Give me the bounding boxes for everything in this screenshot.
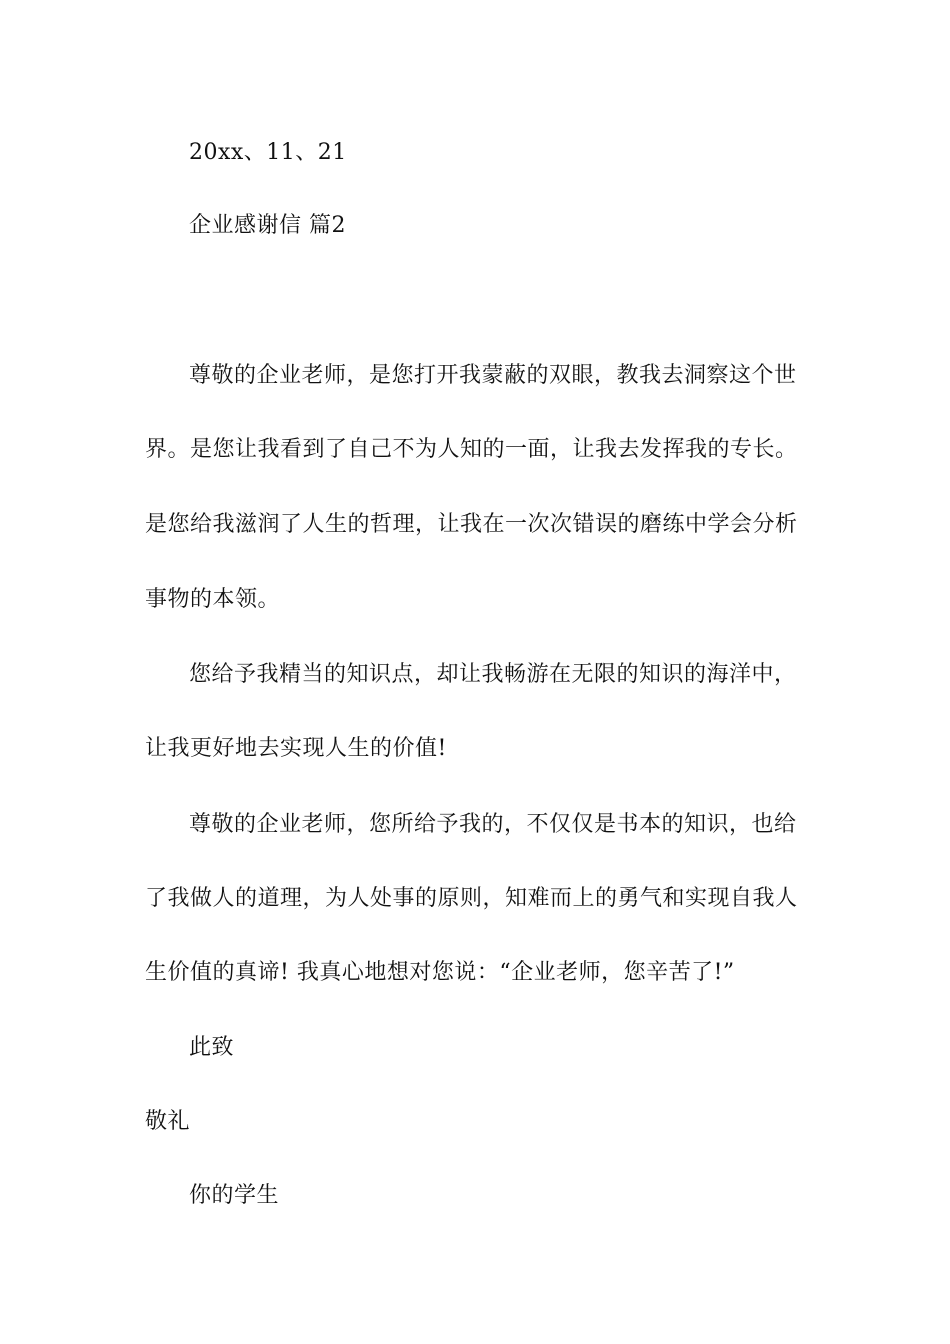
paragraph-line: 尊敬的企业老师，是您打开我蒙蔽的双眼，教我去洞察这个世 — [189, 363, 797, 388]
paragraph-line: 尊敬的企业老师，您所给予我的，不仅仅是书本的知识，也给 — [189, 812, 797, 837]
letter-heading: 企业感谢信 篇2 — [189, 213, 346, 238]
paragraph-line: 生价值的真谛! 我真心地想对您说：“企业老师，您辛苦了!” — [145, 960, 735, 985]
letter-date: 20xx、11、21 — [189, 140, 347, 165]
closing-salutation: 此致 — [189, 1035, 235, 1060]
paragraph-line: 让我更好地去实现人生的价值! — [145, 736, 447, 761]
signature: 你的学生 — [189, 1183, 280, 1208]
paragraph-line: 是您给我滋润了人生的哲理，让我在一次次错误的磨练中学会分析 — [145, 512, 798, 537]
closing-respect: 敬礼 — [145, 1109, 191, 1134]
paragraph-line: 事物的本领。 — [145, 587, 281, 612]
paragraph-line: 了我做人的道理，为人处事的原则，知难而上的勇气和实现自我人 — [145, 886, 798, 911]
paragraph-line: 您给予我精当的知识点，却让我畅游在无限的知识的海洋中， — [189, 662, 797, 687]
paragraph-line: 界。是您让我看到了自己不为人知的一面，让我去发挥我的专长。 — [145, 437, 798, 462]
